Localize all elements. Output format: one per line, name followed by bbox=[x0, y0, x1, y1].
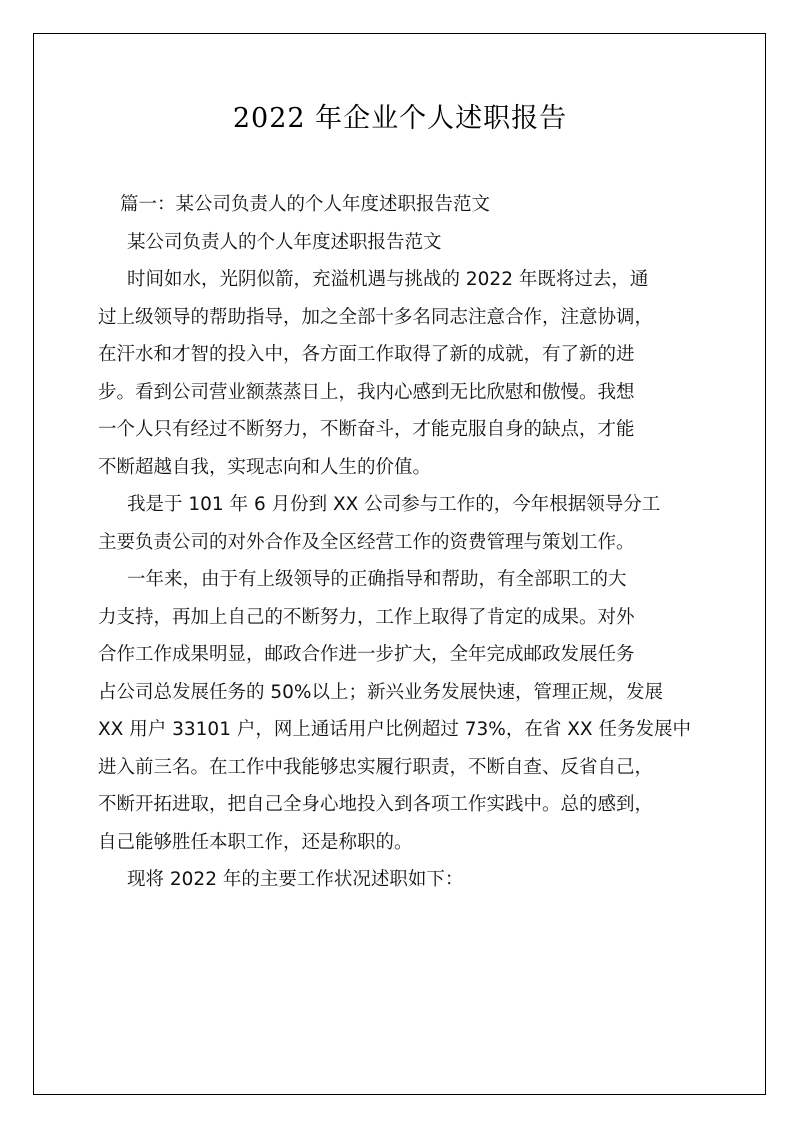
document-title: 2022 年企业个人述职报告 bbox=[232, 103, 568, 134]
paragraph-line: 合作工作成果明显，邮政合作进一步扩大，全年完成邮政发展任务 bbox=[98, 644, 635, 665]
paragraph-line: 我是于 101 年 6 月份到 XX 公司参与工作的，今年根据领导分工 bbox=[127, 494, 661, 515]
report-subtitle: 某公司负责人的个人年度述职报告范文 bbox=[127, 231, 442, 253]
paragraph-2 bbox=[98, 486, 702, 561]
paragraph-line: 一年来，由于有上级领导的正确指导和帮助，有全部职工的大 bbox=[127, 569, 627, 590]
paragraph-line: 一个人只有经过不断努力，不断奋斗，才能克服自身的缺点，才能 bbox=[98, 419, 635, 440]
paragraph-line: 现将 2022 年的主要工作状况述职如下： bbox=[127, 869, 464, 890]
paragraph-line: 主要负责公司的对外合作及全区经营工作的资费管理与策划工作。 bbox=[98, 531, 635, 553]
paragraph-line: XX 用户 33101 户，网上通话用户比例超过 73%，在省 XX 任务发展中 bbox=[98, 719, 691, 740]
paragraph-1 bbox=[98, 261, 702, 486]
paragraph-line: 进入前三名。在工作中我能够忠实履行职责，不断自查、反省自己， bbox=[98, 756, 654, 778]
paragraph-line: 力支持，再加上自己的不断努力，工作上取得了肯定的成果。对外 bbox=[98, 606, 635, 628]
paragraph-line: 不断超越自我，实现志向和人生的价值。 bbox=[98, 456, 432, 478]
paragraph-line: 占公司总发展任务的 50%以上；新兴业务发展快速，管理正规，发展 bbox=[98, 681, 664, 703]
paragraph-4 bbox=[98, 861, 702, 899]
section-heading: 篇一：某公司负责人的个人年度述职报告范文 bbox=[120, 194, 491, 215]
paragraph-line: 自己能够胜任本职工作，还是称职的。 bbox=[98, 831, 413, 853]
paragraph-line: 不断开拓进取，把自己全身心地投入到各项工作实践中。总的感到， bbox=[98, 794, 654, 815]
paragraph-line: 过上级领导的帮助指导，加之全部十多名同志注意合作，注意协调， bbox=[98, 306, 654, 328]
paragraph-line: 时间如水，光阴似箭，充溢机遇与挑战的 2022 年既将过去，通 bbox=[127, 269, 649, 290]
paragraph-line: 在汗水和才智的投入中，各方面工作取得了新的成就，有了新的进 bbox=[98, 344, 635, 365]
paragraph-line: 步。看到公司营业额蒸蒸日上，我内心感到无比欣慰和傲慢。我想 bbox=[98, 381, 635, 403]
document-body bbox=[98, 186, 702, 899]
paragraph-3 bbox=[98, 561, 702, 861]
